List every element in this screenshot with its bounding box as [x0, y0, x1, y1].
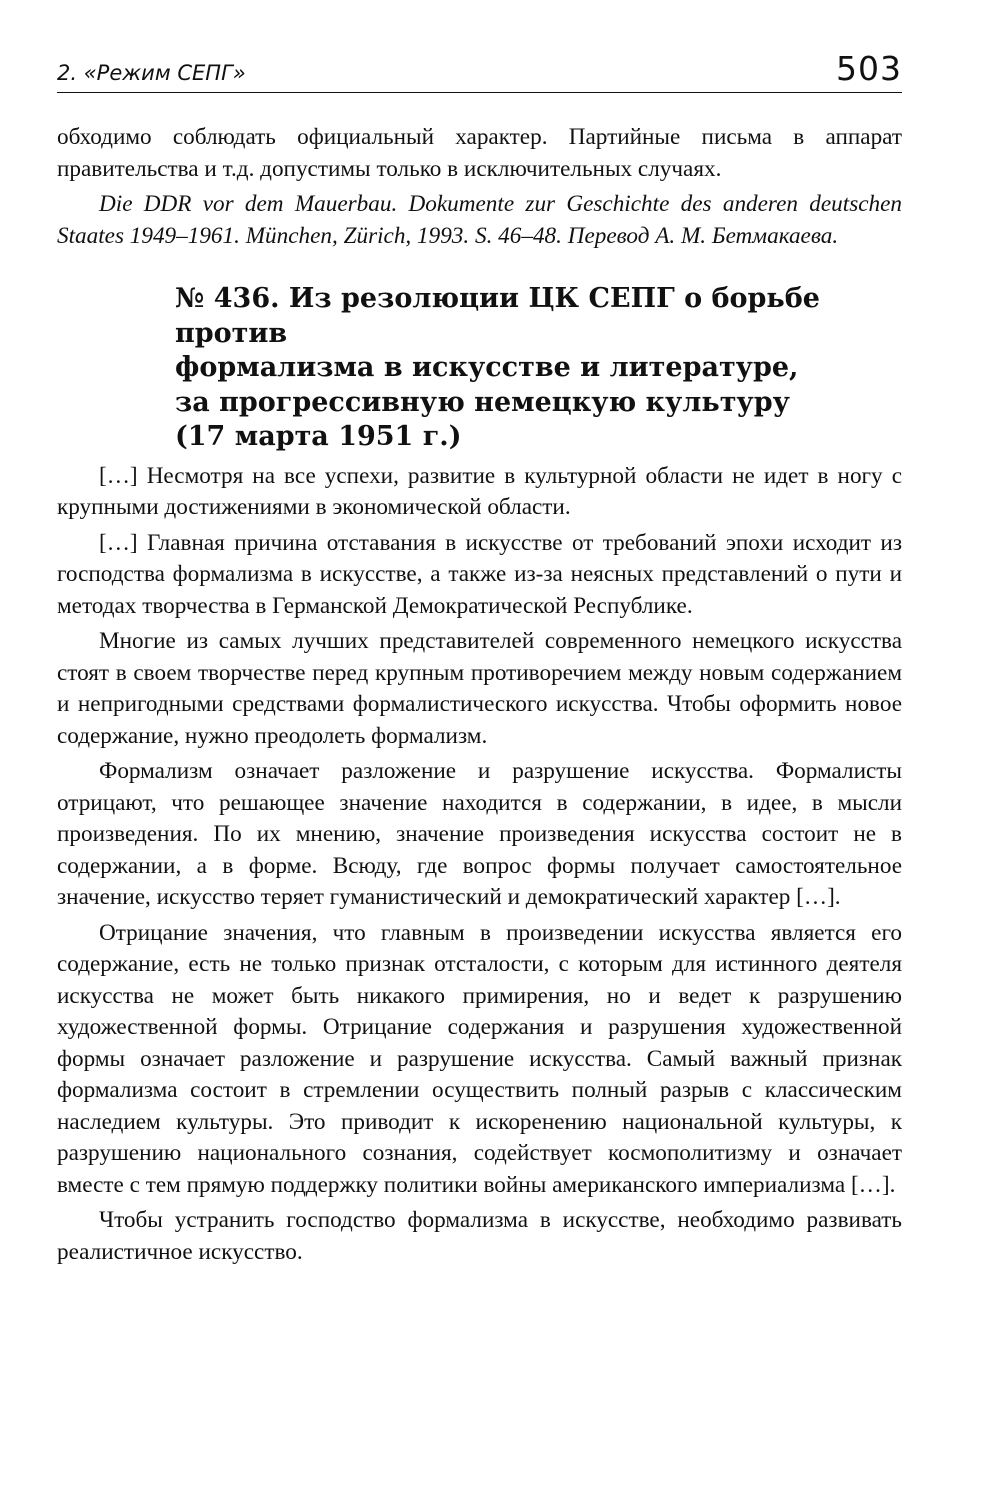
body-paragraph: […] Несмотря на все успехи, развитие в культурной области не идет в ногу с крупными достижениями в экономической области.: [57, 462, 902, 520]
running-head: [57, 49, 902, 93]
document-title: [57, 282, 902, 455]
body-paragraph: […] Главная причина отставания в искусстве от требований эпохи исходит из господства формализма в искусстве, а также из-за неясных представлений о пути и методах творчества в Германской Демократической Республике.: [57, 529, 902, 619]
document-title-line: (17 марта 1951 г.): [175, 421, 462, 452]
page-number: 503: [836, 49, 902, 88]
running-head-section: 2. «Режим СЕПГ»: [57, 61, 246, 85]
body-paragraph: Формализм означает разложение и разрушение искусства. Формалисты отрицают, что решающее значение находится в содержании, в идее, в мысли произведения. По их мнению, значение произведения искусства состоит не в содержании, а в форме. Всюду, где вопрос формы получает самостоятельное значение, искусство теряет гуманистический и демократический характер […].: [57, 758, 902, 910]
body-paragraph: Многие из самых лучших представителей современного немецкого искусства стоят в своем творчестве перед крупным противоречием между новым содержанием и непригодными средствами формалистического искусства. Чтобы оформить новое содержание, нужно преодолеть формализм.: [57, 628, 902, 749]
document-title-line: за прогрессивную немецкую культуру: [175, 386, 790, 418]
body-paragraph: Отрицание значения, что главным в произведении искусства является его содержание, есть не только признак отсталости, с которым для истинного деятеля искусства не может быть никакого примирения, но и ведет к разрушению художественной формы. Отрицание содержания и разрушения художественной формы означает разложение и разрушение искусства. Самый важный признак формализма состоит в стремлении осуществить полный разрыв с классическим наследием культуры. Это приводит к искоренению национальной культуры, к разрушению национального сознания, содействует космополитизму и означает вместе с тем прямую поддержку политики войны американского империализма […].: [57, 919, 902, 1198]
document-title-line: формализма в искусстве и литературе,: [175, 352, 799, 383]
continuation-paragraph: обходимо соблюдать официальный характер. Партийные письма в аппарат правительства и т.д. допустимы только в исключительных случаях.: [57, 124, 902, 182]
document-436: [57, 282, 902, 1268]
source-citation: Die DDR vor dem Mauerbau. Dokumente zur Geschichte des anderen deutschen Staates 1949–1961. München, Zürich, 1993. S. 46–48. Перевод А. М. Бетмакаева.: [57, 191, 902, 249]
body-paragraph: Чтобы устранить господство формализма в искусстве, необходимо развивать реалистичное искусство.: [57, 1207, 902, 1265]
page-body: [57, 122, 902, 1272]
document-title-line: № 436. Из резолюции ЦК СЕПГ о борьбе против: [175, 283, 820, 349]
